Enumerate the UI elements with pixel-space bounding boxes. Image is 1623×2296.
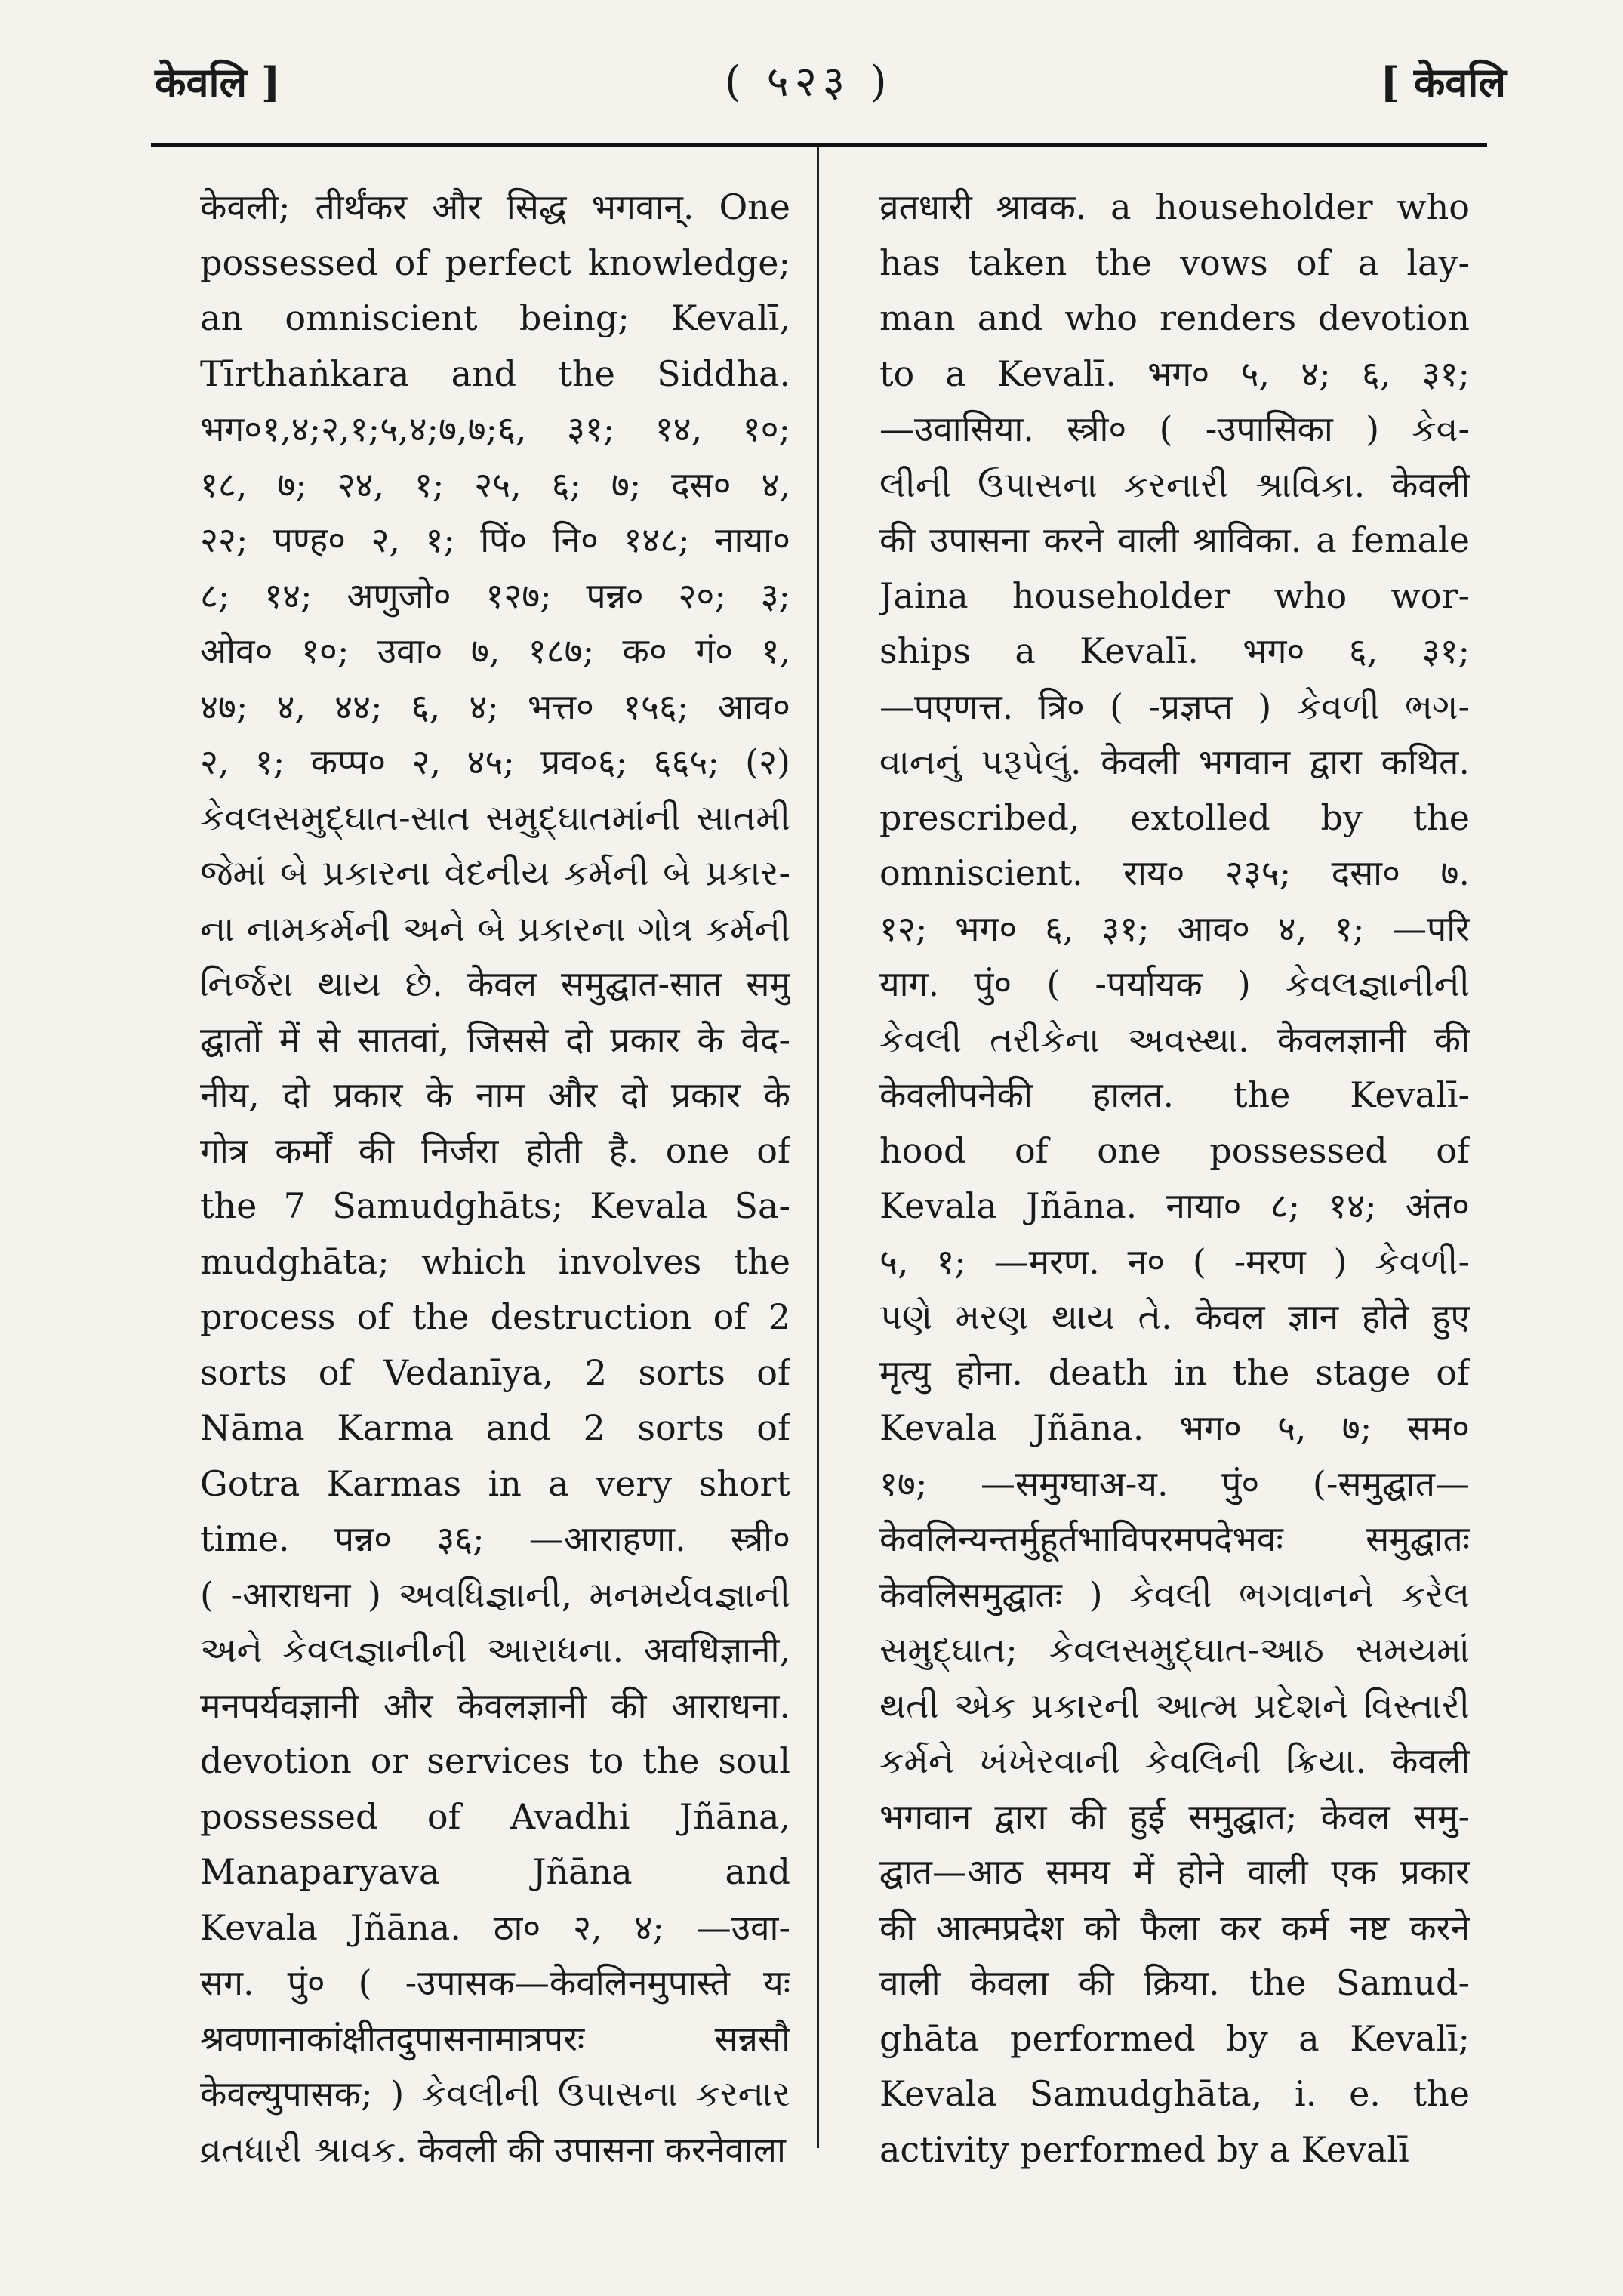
text-line: द्घात—आठ समय में होने वाली एक प्रकार <box>879 1851 1470 1892</box>
text-line: केवलीपनेकी हालत. the Kevalī- <box>879 1074 1470 1115</box>
text-line: व्रतधारी श्रावक. a householder who <box>879 186 1470 227</box>
text-line: થતી એક પ્રકારની આત્મ પ્રદેશને વિસ્તારી <box>879 1684 1470 1726</box>
text-line: ના નામકર્મની અને બે પ્રકારના ગોત્ર કર્મની <box>200 908 790 949</box>
text-line: केवलिन्यन्तर्मुहूर्तभाविपरमपदेभवः समुद्घातः <box>879 1518 1470 1559</box>
text-line: વાનનું પરૂપેલું. केवली भगवान द्वारा कथित. <box>879 741 1470 782</box>
text-line: की उपासना करने वाली श्राविका. a female <box>879 519 1470 560</box>
text-line: १८, ७; २४, १; २५, ६; ७; दस० ४, <box>200 464 790 505</box>
text-line: possessed of Avadhi Jñāna, <box>200 1795 790 1837</box>
text-line: मनपर्यवज्ञानी और केवलज्ञानी की आराधना. <box>200 1684 790 1726</box>
text-line: man and who renders devotion <box>879 297 1470 338</box>
text-line: the 7 Samudghāts; Kevala Sa- <box>200 1185 790 1226</box>
header-rule <box>151 143 1487 147</box>
text-line: Nāma Karma and 2 sorts of <box>200 1407 790 1448</box>
text-line: द्घातों में से सातवां, जिससे दो प्रकार के वेद- <box>200 1019 790 1060</box>
text-line: ओव० १०; उवा० ७, १८७; क० गं० १, <box>200 630 790 671</box>
text-line: नीय, दो प्रकार के नाम और दो प्रकार के <box>200 1074 790 1115</box>
text-line: Gotra Karmas in a very short <box>200 1462 790 1504</box>
text-line: સમુદ્ઘાત; કેવલસમુદ્ઘાત-આઠ સમયમાં <box>879 1629 1470 1670</box>
text-line: prescribed, extolled by the <box>879 797 1470 838</box>
text-line: ships a Kevalī. भग० ६, ३१; <box>879 630 1470 671</box>
text-line: time. पन्न० ३६; —आराहणा. स्त्री० <box>200 1518 790 1559</box>
text-line: sorts of Vedanīya, 2 sorts of <box>200 1351 790 1393</box>
text-line: hood of one possessed of <box>879 1130 1470 1171</box>
text-line: પણે મરણ થાય તે. केवल ज्ञान होते हुए <box>879 1296 1470 1337</box>
text-line: —उवासिया. स्त्री० ( -उपासिका ) કેવ- <box>879 408 1470 449</box>
text-line: —पएणत्त. त्रि० ( -प्रज्ञप्त ) કેવળી ભગ- <box>879 686 1470 727</box>
right-column <box>879 180 1470 2177</box>
text-line: an omniscient being; Kevalī, <box>200 297 790 338</box>
left-column <box>200 180 790 2177</box>
text-line: possessed of perfect knowledge; <box>200 242 790 283</box>
text-line: has taken the vows of a lay- <box>879 242 1470 283</box>
text-line: કેવલસમુદ્ઘાત-સાત સમુદ્ઘાતમાંની સાતમી <box>200 797 790 838</box>
text-line: ४७; ४, ४४; ६, ४; भत्त० १५६; आव० <box>200 686 790 727</box>
text-line: ८; १४; अणुजो० १२७; पन्न० २०; ३; <box>200 575 790 616</box>
text-line: જેમાં બે પ્રકારના વેદનીય કર્મની બે પ્રકાર- <box>200 852 790 893</box>
header-right-keyword: [ केवलि <box>1380 58 1506 106</box>
text-line: सग. पुं० ( -उपासक—केवलिनमुपास्ते यः <box>200 1962 790 2003</box>
text-line: याग. पुं० ( -पर्यायक ) કેવલજ્ઞાનીની <box>879 963 1470 1004</box>
text-line: वाली केवला की क्रिया. the Samud- <box>879 1962 1470 2003</box>
text-line: Kevala Jñāna. ठा० २, ४; —उवा- <box>200 1906 790 1948</box>
text-line: devotion or services to the soul <box>200 1740 790 1781</box>
text-line: ( -आराधना ) અવધિજ્ઞાની, મનમર્યવજ્ઞાની <box>200 1573 790 1615</box>
text-line: mudghāta; which involves the <box>200 1240 790 1282</box>
text-line: અને કેવલજ્ઞાનીની આરાધના. अवधिज्ञानी, <box>200 1629 790 1670</box>
text-line: २२; पण्ह० २, १; पिं० नि० १४८; नाया० <box>200 519 790 560</box>
text-line: भगवान द्वारा की हुई समुद्घात; केवल समु- <box>879 1795 1470 1837</box>
text-line: ५, १; —मरण. न० ( -मरण ) કેવળી- <box>879 1240 1470 1282</box>
page-number: ( ५२३ ) <box>725 57 893 106</box>
text-line: २, १; कप्प० २, ४५; प्रव०६; ६६५; (२) <box>200 741 790 782</box>
text-line: process of the destruction of 2 <box>200 1296 790 1337</box>
text-line: Kevala Samudghāta, i. e. the <box>879 2073 1470 2114</box>
text-line: omniscient. राय० २३५; दसा० ७. <box>879 852 1470 893</box>
text-line: વ્રતધારી શ્રાવક. केवली की उपासना करनेवाला <box>200 2128 786 2170</box>
text-line: ghāta performed by a Kevalī; <box>879 2017 1470 2059</box>
text-line: केवल्युपासक; ) કેવલીની ઉપાસના કરનાર <box>200 2073 790 2114</box>
text-line: १७; —समुग्घाअ-य. पुं० (-समुद्घात— <box>879 1462 1470 1504</box>
text-line: Kevala Jñāna. नाया० ८; १४; अंत० <box>879 1185 1470 1226</box>
text-line: की आत्मप्रदेश को फैला कर कर्म नष्ट करने <box>879 1906 1470 1948</box>
text-line: Kevala Jñāna. भग० ५, ७; सम० <box>879 1407 1470 1448</box>
text-line: Manaparyava Jñāna and <box>200 1851 790 1892</box>
text-line: केवली; तीर्थंकर और सिद्ध भगवान्. One <box>200 186 790 227</box>
text-line: श्रवणानाकांक्षीतदुपासनामात्रपरः सन्नसौ <box>200 2017 790 2059</box>
header-left-keyword: केवलि ] <box>155 58 281 106</box>
text-line: activity performed by a Kevalī <box>879 2128 1409 2170</box>
text-line: मृत्यु होना. death in the stage of <box>879 1351 1470 1393</box>
text-line: કેવલી તરીકેના અવસ્થા. केवलज्ञानी की <box>879 1019 1470 1060</box>
text-line: to a Kevalī. भग० ५, ४; ६, ३१; <box>879 353 1470 394</box>
column-divider <box>817 147 819 2148</box>
text-line: १२; भग० ६, ३१; आव० ४, १; —परि <box>879 908 1470 949</box>
page-header <box>0 30 1623 143</box>
text-line: भग०१,४;२,१;५,४;७,७;६, ३१; १४, १०; <box>200 408 790 449</box>
text-line: Jaina householder who wor- <box>879 575 1470 616</box>
text-line: Tīrthaṅkara and the Siddha. <box>200 353 790 394</box>
text-line: લીની ઉપાસના કરનારી શ્રાવિકા. केवली <box>879 464 1470 505</box>
text-line: કર્મને ખંખેરવાની કેવલિની ક્રિયા. केवली <box>879 1740 1470 1781</box>
text-line: નિર્જરા થાય છે. केवल समुद्घात-सात समु <box>200 963 790 1004</box>
text-line: केवलिसमुद्घातः ) કેવલી ભગવાનને કરેલ <box>879 1573 1470 1615</box>
text-line: गोत्र कर्मों की निर्जरा होती है. one of <box>200 1130 790 1171</box>
